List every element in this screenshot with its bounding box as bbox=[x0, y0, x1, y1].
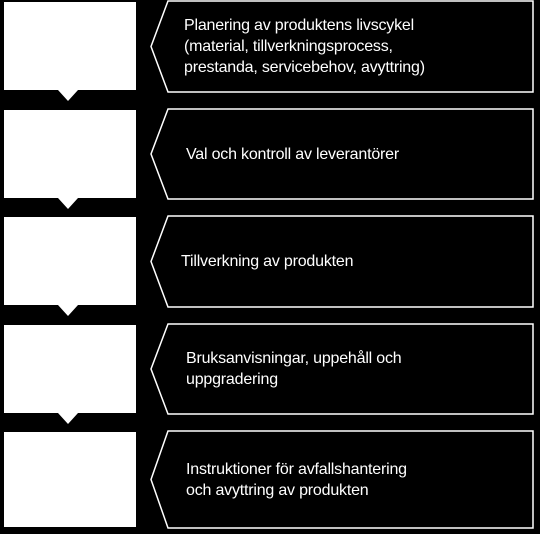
step-label-2: Val och kontroll av leverantörer bbox=[186, 145, 399, 163]
stage-box-3 bbox=[4, 217, 136, 316]
stage-box-4 bbox=[4, 325, 136, 424]
step-label-5: Instruktioner för avfallshantering och avyttring av produkten bbox=[186, 460, 407, 499]
stage-box-5 bbox=[4, 432, 136, 527]
stage-box-1 bbox=[4, 2, 136, 101]
step-label-1: Planering av produktens livscykel (material, tillverkningsprocess, prestanda, servicebehov, avyttring) bbox=[184, 17, 425, 76]
step-label-4: Bruksanvisningar, uppehåll och uppgradering bbox=[186, 350, 402, 388]
step-label-3: Tillverkning av produkten bbox=[181, 253, 354, 270]
stage-box-2 bbox=[4, 110, 136, 209]
